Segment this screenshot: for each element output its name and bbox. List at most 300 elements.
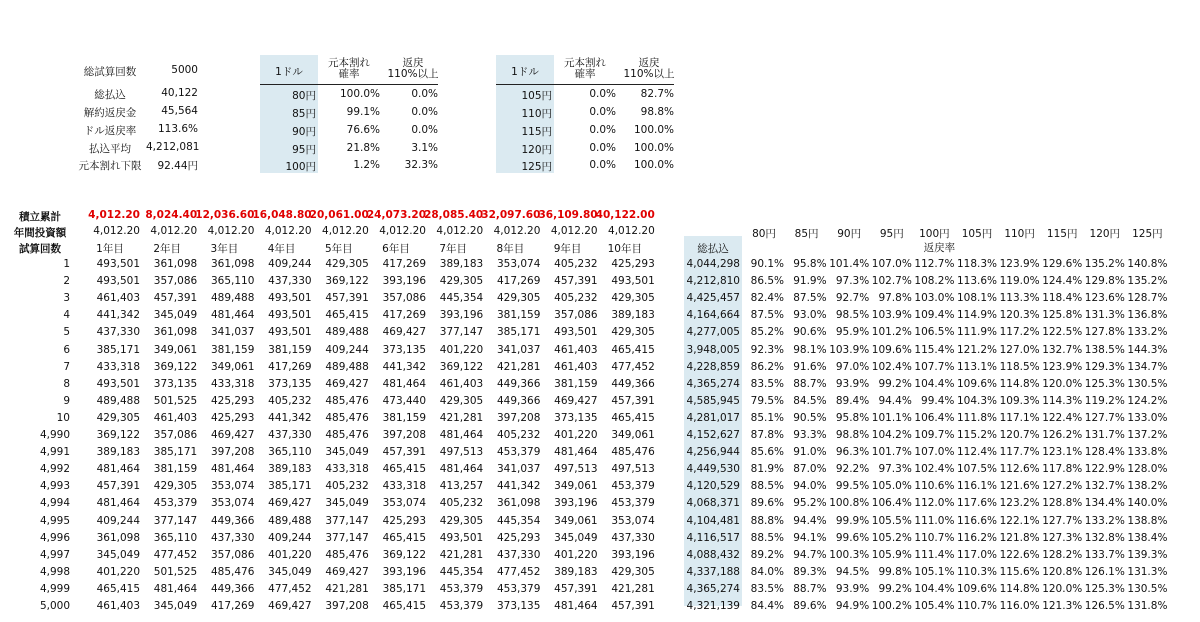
year-value: 401,220 <box>439 343 484 356</box>
year-value: 425,293 <box>382 514 426 527</box>
return-rate-value: 140.0% <box>1127 497 1168 510</box>
year-value: 369,122 <box>96 429 140 441</box>
year-value: 453,379 <box>611 497 655 510</box>
rate-table-2-rate: 120円 <box>521 144 552 156</box>
return-rate-value: 93.9% <box>835 377 870 390</box>
year-value: 449,366 <box>210 514 255 527</box>
year-value: 481,464 <box>554 446 598 459</box>
return-rate-value: 127.8% <box>1084 326 1125 339</box>
summary-value: 5000 <box>171 64 198 76</box>
return-rate-value: 134.4% <box>1084 497 1125 510</box>
year-value: 429,305 <box>611 326 655 339</box>
rate-table-2-header-rule <box>496 84 674 85</box>
return-rate-value: 112.7% <box>914 258 955 270</box>
return-rate-value: 132.7% <box>1042 343 1083 356</box>
return-rate-value: 99.4% <box>921 394 955 407</box>
year-value: 361,098 <box>496 497 541 510</box>
year-value: 485,476 <box>210 565 255 578</box>
year-value: 449,366 <box>496 377 541 390</box>
return-rate-value: 86.2% <box>750 360 784 373</box>
summary-label: 総試算回数 <box>83 66 137 78</box>
annual-value: 4,012.20 <box>264 225 312 237</box>
return-rate-value: 133.2% <box>1127 326 1168 339</box>
cumulative-value: 28,085.40 <box>424 209 484 221</box>
year-value: 461,403 <box>554 360 598 373</box>
return-rate-value: 107.0% <box>914 446 955 459</box>
return-rate-value: 89.2% <box>750 548 784 561</box>
year-value: 417,269 <box>382 258 426 270</box>
year-value: 453,379 <box>611 480 655 493</box>
year-value: 469,427 <box>268 497 312 510</box>
annual-value: 4,012.20 <box>550 225 598 237</box>
return-rate-value: 95.8% <box>793 258 827 270</box>
return-rate-value: 105.5% <box>871 514 912 527</box>
return-rate-value: 105.9% <box>871 548 912 561</box>
year-value: 477,452 <box>496 565 541 578</box>
year-value: 457,391 <box>325 292 369 305</box>
year-value: 389,183 <box>268 463 312 476</box>
year-value: 361,098 <box>96 531 140 544</box>
return-rate-value: 122.4% <box>1042 411 1083 424</box>
return-rate-value: 133.7% <box>1084 548 1125 561</box>
total-value: 4,281,017 <box>686 411 740 424</box>
year-value: 369,122 <box>439 360 484 373</box>
return-rate-value: 88.8% <box>750 514 784 527</box>
total-header: 総払込 <box>697 243 729 255</box>
year-value: 493,501 <box>268 309 312 322</box>
summary-value: 92.44円 <box>157 160 198 172</box>
return-rate-value: 131.3% <box>1084 309 1125 322</box>
return-rate-value: 87.5% <box>793 292 827 305</box>
return-rate-value: 85.2% <box>750 326 784 339</box>
trial-number: 9 <box>63 394 70 407</box>
year-value: 441,342 <box>382 360 426 373</box>
year-value: 485,476 <box>325 429 369 441</box>
year-value: 377,147 <box>325 531 369 544</box>
return-rate-value: 106.4% <box>871 497 912 510</box>
year-value: 493,501 <box>611 275 655 288</box>
return-rate-value: 93.0% <box>793 309 827 322</box>
label-annual: 年間投資額 <box>13 227 67 239</box>
year-value: 349,061 <box>153 343 198 356</box>
return-rate-value: 115.6% <box>999 565 1040 578</box>
rate-table-1-over110: 0.0% <box>411 106 438 118</box>
return-rate-value: 94.1% <box>793 531 827 544</box>
return-rate-value: 127.0% <box>999 343 1040 356</box>
return-rate-value: 98.1% <box>793 343 827 356</box>
return-rate-value: 123.1% <box>1042 446 1083 459</box>
return-rate-value: 117.7% <box>999 446 1040 459</box>
return-rate-value: 95.2% <box>793 497 827 510</box>
return-rate-value: 116.2% <box>957 531 998 544</box>
year-value: 373,135 <box>496 600 541 612</box>
year-value: 357,086 <box>382 292 426 305</box>
year-value: 381,159 <box>554 377 598 390</box>
year-header: 4年目 <box>267 243 296 255</box>
trial-number: 1 <box>63 258 70 270</box>
return-rate-value: 124.2% <box>1127 394 1168 407</box>
return-rate-value: 112.6% <box>999 463 1040 476</box>
year-value: 481,464 <box>153 582 198 595</box>
year-value: 497,513 <box>439 446 484 459</box>
return-rate-value: 127.7% <box>1084 411 1125 424</box>
return-rate-value: 105.1% <box>914 565 955 578</box>
year-value: 453,379 <box>439 600 484 612</box>
year-value: 461,403 <box>96 600 140 612</box>
return-rate-value: 118.4% <box>1042 292 1083 305</box>
return-rate-value: 85.1% <box>750 411 784 424</box>
return-rate-value: 112.0% <box>914 497 955 510</box>
year-value: 429,305 <box>439 394 484 407</box>
return-rate-value: 100.3% <box>829 548 870 561</box>
annual-value: 4,012.20 <box>150 225 198 237</box>
return-rate-value: 119.0% <box>999 275 1040 288</box>
label-trials: 試算回数 <box>19 243 61 255</box>
year-value: 441,342 <box>96 309 140 322</box>
rate-table-2-loss-prob: 0.0% <box>589 88 616 100</box>
summary-value: 113.6% <box>157 123 198 135</box>
year-value: 341,037 <box>496 343 541 356</box>
year-value: 489,488 <box>210 292 255 305</box>
return-rate-value: 120.0% <box>1042 582 1083 595</box>
year-value: 473,440 <box>382 394 426 407</box>
year-value: 493,501 <box>96 275 140 288</box>
year-value: 481,464 <box>96 463 140 476</box>
return-rate-value: 99.9% <box>835 514 870 527</box>
return-rate-value: 115.2% <box>957 429 998 441</box>
return-rate-value: 121.6% <box>999 480 1040 493</box>
rate-table-1-loss-prob: 100.0% <box>339 88 380 100</box>
year-value: 421,281 <box>325 582 369 595</box>
return-rate-value: 110.3% <box>957 565 998 578</box>
year-value: 481,464 <box>96 497 140 510</box>
return-rate-value: 119.2% <box>1084 394 1125 407</box>
return-rate-value: 86.5% <box>750 275 784 288</box>
total-value: 4,321,139 <box>686 600 740 612</box>
year-value: 389,183 <box>611 309 655 322</box>
return-rate-value: 96.3% <box>835 446 870 459</box>
cumulative-value: 32,097.60 <box>481 209 541 221</box>
return-rate-value: 101.2% <box>871 326 912 339</box>
annual-value: 4,012.20 <box>207 225 255 237</box>
year-value: 489,488 <box>268 514 312 527</box>
year-value: 453,379 <box>496 582 541 595</box>
return-rate-value: 121.8% <box>999 531 1040 544</box>
total-value: 4,256,944 <box>686 446 740 459</box>
return-rate-value: 135.2% <box>1127 275 1168 288</box>
year-value: 393,196 <box>439 309 484 322</box>
return-rate-value: 90.1% <box>750 258 784 270</box>
return-rate-value: 107.5% <box>957 463 998 476</box>
rate-header: 120円 <box>1089 228 1121 240</box>
trial-number: 3 <box>63 292 70 305</box>
year-value: 481,464 <box>439 463 484 476</box>
year-value: 357,086 <box>554 309 598 322</box>
year-value: 345,049 <box>153 600 198 612</box>
total-value: 4,152,627 <box>686 429 740 441</box>
rate-header: 110円 <box>1004 228 1035 240</box>
year-value: 481,464 <box>382 377 426 390</box>
year-value: 377,147 <box>325 514 369 527</box>
summary-label: 払込平均 <box>89 143 131 155</box>
rate-table-1-loss-prob: 99.1% <box>346 106 380 118</box>
return-rate-value: 90.5% <box>793 411 827 424</box>
return-rate-value: 99.2% <box>878 377 912 390</box>
return-rate-value: 128.0% <box>1127 463 1168 476</box>
return-rate-value: 140.8% <box>1127 258 1168 270</box>
return-rate-value: 94.4% <box>878 394 912 407</box>
return-rate-value: 117.8% <box>1042 463 1083 476</box>
year-value: 353,074 <box>382 497 426 510</box>
year-value: 425,293 <box>210 394 255 407</box>
year-value: 421,281 <box>439 411 484 424</box>
return-rate-value: 122.6% <box>999 548 1040 561</box>
year-header: 9年目 <box>553 243 582 255</box>
trial-number: 2 <box>63 275 70 288</box>
return-rate-value: 125.3% <box>1084 582 1125 595</box>
rate-table-2-over110: 100.0% <box>633 142 674 154</box>
return-rate-value: 125.8% <box>1042 309 1083 322</box>
label-cumulative: 積立累計 <box>19 211 61 223</box>
year-header: 7年目 <box>439 243 468 255</box>
return-rate-value: 95.9% <box>835 326 870 339</box>
annual-value: 4,012.20 <box>608 225 655 237</box>
year-value: 389,183 <box>439 258 484 270</box>
return-rate-value: 110.6% <box>914 480 955 493</box>
return-rate-value: 85.6% <box>750 446 784 459</box>
year-value: 469,427 <box>268 600 312 612</box>
return-rate-value: 82.4% <box>750 292 784 305</box>
year-value: 489,488 <box>325 326 369 339</box>
rate-header: 125円 <box>1132 228 1163 240</box>
year-value: 437,330 <box>268 429 312 441</box>
return-rate-value: 116.6% <box>957 514 998 527</box>
return-rate-value: 103.9% <box>829 343 870 356</box>
rate-table-1-header-dollar: 1ドル <box>275 66 303 78</box>
return-rate-value: 131.7% <box>1084 429 1125 441</box>
year-value: 389,183 <box>96 446 140 459</box>
year-value: 433,318 <box>382 480 426 493</box>
year-value: 393,196 <box>382 565 426 578</box>
return-rate-value: 94.0% <box>793 480 827 493</box>
year-value: 469,427 <box>382 326 426 339</box>
year-value: 481,464 <box>210 463 255 476</box>
year-value: 385,171 <box>496 326 541 339</box>
return-rate-value: 97.3% <box>878 463 912 476</box>
return-rate-value: 114.9% <box>957 309 998 322</box>
year-value: 397,208 <box>382 429 426 441</box>
return-rate-value: 112.4% <box>957 446 998 459</box>
return-rate-value: 121.3% <box>1042 600 1083 612</box>
return-rate-value: 123.2% <box>999 497 1040 510</box>
year-value: 381,159 <box>268 343 312 356</box>
return-rate-value: 126.1% <box>1084 565 1125 578</box>
year-value: 417,269 <box>382 309 426 322</box>
trial-number: 4,992 <box>39 463 70 476</box>
year-value: 445,354 <box>439 292 484 305</box>
rate-table-2-header-dollar: 1ドル <box>511 66 539 78</box>
return-rate-value: 115.4% <box>914 343 955 356</box>
return-rate-value: 105.4% <box>914 600 955 612</box>
year-value: 437,330 <box>268 275 312 288</box>
year-value: 485,476 <box>325 394 369 407</box>
return-rate-value: 110.7% <box>957 600 998 612</box>
year-value: 393,196 <box>554 497 598 510</box>
return-rate-value: 131.8% <box>1127 600 1168 612</box>
return-rate-value: 138.8% <box>1127 514 1168 527</box>
year-value: 369,122 <box>153 360 198 373</box>
year-value: 429,305 <box>153 480 198 493</box>
year-value: 373,135 <box>382 343 426 356</box>
rate-table-2-loss-prob: 0.0% <box>589 159 616 171</box>
year-value: 469,427 <box>210 429 255 441</box>
return-rate-value: 91.0% <box>793 446 827 459</box>
year-value: 489,488 <box>96 394 140 407</box>
return-rate-value: 114.8% <box>999 582 1040 595</box>
return-rate-value: 103.9% <box>871 309 912 322</box>
year-value: 369,122 <box>382 548 426 561</box>
year-value: 341,037 <box>210 326 255 339</box>
year-value: 481,464 <box>554 600 598 612</box>
year-value: 453,379 <box>153 497 198 510</box>
return-rate-value: 109.6% <box>957 377 998 390</box>
year-value: 429,305 <box>439 514 484 527</box>
year-value: 385,171 <box>382 582 426 595</box>
rate-table-1-rate: 80円 <box>292 90 316 102</box>
return-rate-value: 118.5% <box>999 360 1040 373</box>
year-value: 357,086 <box>153 275 198 288</box>
rate-header: 100円 <box>919 228 950 240</box>
return-rate-value: 104.4% <box>914 377 955 390</box>
return-rate-value: 113.6% <box>957 275 998 288</box>
year-value: 385,171 <box>153 446 198 459</box>
return-rate-value: 109.7% <box>914 429 955 441</box>
year-value: 429,305 <box>611 565 655 578</box>
trial-number: 4,995 <box>39 514 70 527</box>
rate-table-2-header-over110: 返戻 110%以上 <box>623 57 675 80</box>
year-value: 385,171 <box>96 343 140 356</box>
return-rate-value: 94.9% <box>835 600 870 612</box>
year-value: 397,208 <box>496 411 541 424</box>
rate-header: 85円 <box>794 228 819 240</box>
year-value: 345,049 <box>325 446 369 459</box>
rate-table-1-header-loss-prob: 元本割れ 確率 <box>328 57 370 80</box>
cumulative-value: 36,109.80 <box>538 209 598 221</box>
year-value: 393,196 <box>382 275 426 288</box>
return-rate-value: 83.5% <box>750 377 784 390</box>
return-rate-value: 81.9% <box>750 463 784 476</box>
year-value: 429,305 <box>325 258 369 270</box>
year-value: 465,415 <box>611 343 655 356</box>
year-value: 493,501 <box>96 258 140 270</box>
year-value: 425,293 <box>210 411 255 424</box>
year-value: 449,366 <box>496 394 541 407</box>
year-value: 457,391 <box>96 480 140 493</box>
cumulative-value: 8,024.40 <box>145 209 198 221</box>
year-value: 461,403 <box>439 377 484 390</box>
trial-number: 4 <box>63 309 70 322</box>
return-rate-value: 123.9% <box>1042 360 1083 373</box>
return-rate-value: 102.4% <box>914 463 955 476</box>
year-value: 421,281 <box>496 360 541 373</box>
year-value: 457,391 <box>382 446 426 459</box>
year-value: 409,244 <box>268 531 312 544</box>
return-rate-value: 114.8% <box>999 377 1040 390</box>
return-rate-value: 125.3% <box>1084 377 1125 390</box>
year-value: 457,391 <box>611 394 655 407</box>
return-rate-value: 83.5% <box>750 582 784 595</box>
year-value: 489,488 <box>325 360 369 373</box>
return-rate-value: 84.0% <box>750 565 784 578</box>
return-rate-value: 98.5% <box>835 309 870 322</box>
year-value: 381,159 <box>496 309 541 322</box>
return-rate-value: 93.9% <box>835 582 870 595</box>
rate-table-2-rate: 115円 <box>521 126 552 138</box>
return-rate-value: 121.2% <box>957 343 998 356</box>
year-value: 493,501 <box>96 377 140 390</box>
total-value: 4,425,457 <box>686 292 740 305</box>
return-rate-value: 101.7% <box>871 446 912 459</box>
return-rate-value: 109.4% <box>914 309 955 322</box>
year-value: 373,135 <box>554 411 598 424</box>
rate-table-2-rate: 105円 <box>521 90 552 102</box>
return-rate-value: 84.5% <box>793 394 827 407</box>
return-rate-value: 138.5% <box>1084 343 1125 356</box>
return-rate-value: 117.1% <box>999 411 1040 424</box>
year-value: 353,074 <box>210 480 255 493</box>
year-value: 349,061 <box>210 360 255 373</box>
total-value: 4,212,810 <box>686 275 740 288</box>
year-header: 1年目 <box>96 243 124 255</box>
cumulative-value: 20,061.00 <box>309 209 369 221</box>
return-rate-value: 133.0% <box>1127 411 1168 424</box>
return-rate-value: 117.2% <box>999 326 1040 339</box>
year-value: 477,452 <box>268 582 312 595</box>
summary-label: ドル返戻率 <box>83 125 137 137</box>
return-rate-value: 137.2% <box>1127 429 1168 441</box>
trial-number: 4,990 <box>39 429 70 441</box>
return-rate-value: 128.7% <box>1127 292 1168 305</box>
return-rate-value: 120.0% <box>1042 377 1083 390</box>
year-value: 345,049 <box>554 531 598 544</box>
return-rate-value: 120.7% <box>999 429 1040 441</box>
total-value: 4,120,529 <box>686 480 740 493</box>
rate-table-1-rate: 90円 <box>292 126 316 138</box>
year-value: 353,074 <box>611 514 655 527</box>
year-value: 429,305 <box>496 292 541 305</box>
return-rate-value: 94.4% <box>793 514 827 527</box>
trial-number: 4,998 <box>39 565 70 578</box>
return-rate-value: 97.3% <box>835 275 870 288</box>
rate-table-1-loss-prob: 21.8% <box>346 142 380 154</box>
year-header: 5年目 <box>324 243 353 255</box>
return-rate-value: 100.8% <box>829 497 870 510</box>
total-value: 4,585,945 <box>686 394 740 407</box>
year-value: 433,318 <box>210 377 255 390</box>
return-rate-value: 101.4% <box>829 258 870 270</box>
trial-number: 4,994 <box>39 497 70 510</box>
cumulative-value: 4,012.20 <box>88 209 140 221</box>
year-value: 465,415 <box>382 531 426 544</box>
year-value: 461,403 <box>554 343 598 356</box>
return-rate-value: 128.4% <box>1084 446 1125 459</box>
year-value: 457,391 <box>554 582 598 595</box>
year-value: 453,379 <box>439 582 484 595</box>
return-rate-value: 88.5% <box>750 531 784 544</box>
year-value: 449,366 <box>611 377 655 390</box>
year-value: 409,244 <box>268 258 312 270</box>
year-value: 397,208 <box>210 446 255 459</box>
